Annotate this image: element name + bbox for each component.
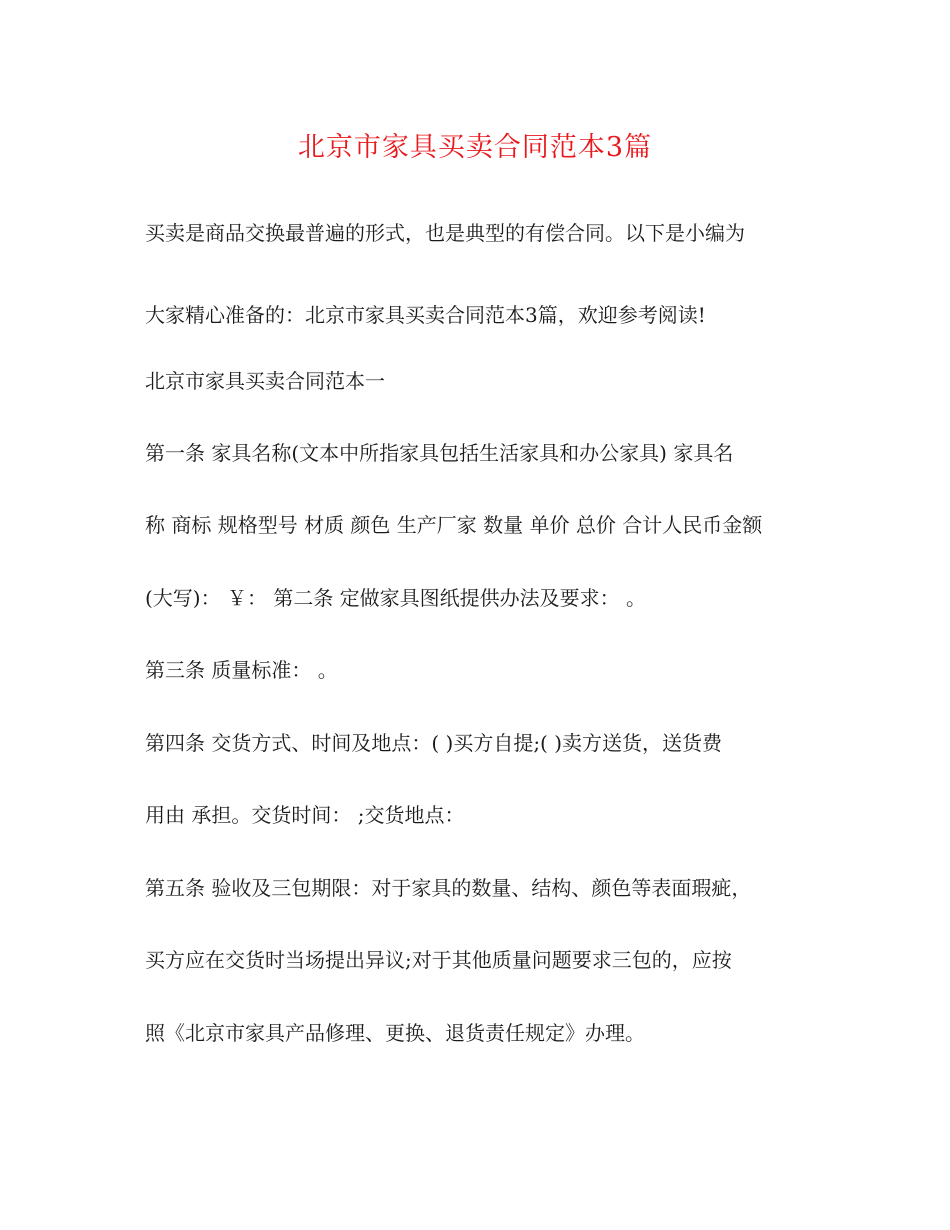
- paragraph-line-article-4b: 用由 承担。交货时间： ;交货地点：: [145, 803, 465, 827]
- paragraph-line-article-4a: 第四条 交货方式、时间及地点：( )买方自提;( )卖方送货，送货费: [145, 731, 723, 755]
- paragraph-line-article-5c: 照《北京市家具产品修理、更换、退货责任规定》办理。: [145, 1021, 645, 1045]
- paragraph-line-article-1a: 第一条 家具名称(文本中所指家具包括生活家具和办公家具) 家具名: [145, 441, 734, 465]
- paragraph-line-article-1b: 称 商标 规格型号 材质 颜色 生产厂家 数量 单价 总价 合计人民币金额: [145, 513, 763, 537]
- paragraph-line-article-5b: 买方应在交货时当场提出异议;对于其他质量问题要求三包的，应按: [145, 948, 732, 972]
- paragraph-line-intro-2: 大家精心准备的：北京市家具买卖合同范本3篇，欢迎参考阅读!: [145, 303, 706, 327]
- paragraph-line-article-5a: 第五条 验收及三包期限：对于家具的数量、结构、颜色等表面瑕疵，: [145, 876, 752, 900]
- document-title: 北京市家具买卖合同范本3篇: [297, 132, 653, 163]
- paragraph-line-intro-1: 买卖是商品交换最普遍的形式，也是典型的有偿合同。以下是小编为: [145, 221, 745, 245]
- paragraph-line-article-2: (大写)： ￥： 第二条 定做家具图纸提供办法及要求： 。: [145, 586, 647, 610]
- section-heading-template-one: 北京市家具买卖合同范本一: [145, 369, 385, 393]
- paragraph-line-article-3: 第三条 质量标准： 。: [145, 658, 338, 682]
